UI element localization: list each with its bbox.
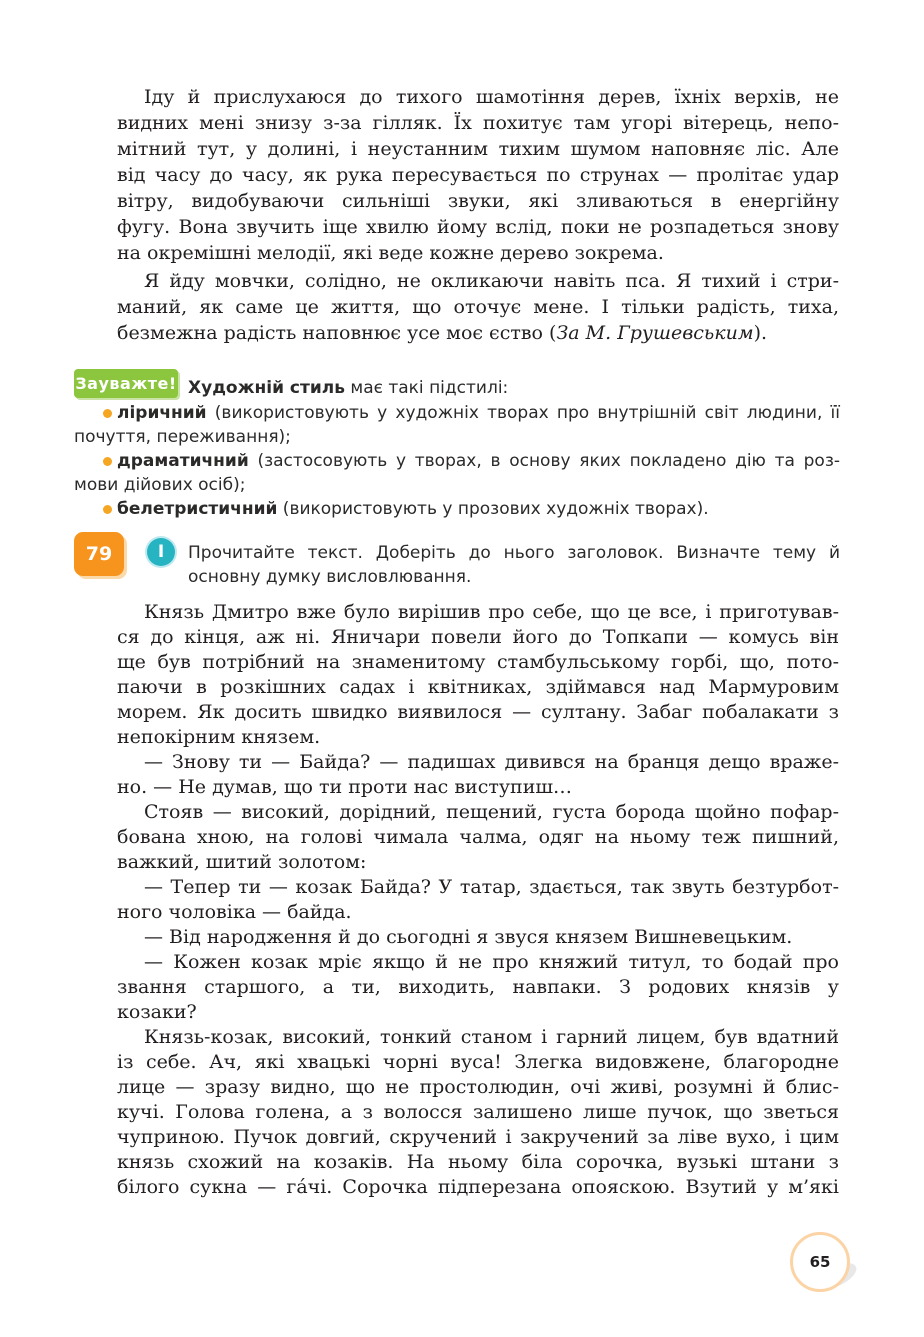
note-item-text: (використовують у художніх творах про внутрішній світ людини, її — [206, 403, 840, 423]
story-line: паючи в розкішних садах і квітниках, здіймався над Мармуровим — [117, 676, 839, 698]
story-line: звання старшого, а ти, виходить, навпаки. З родових князів у — [117, 976, 839, 998]
note-item-term: драматичний — [117, 451, 249, 471]
para1-line: вітру, видобуваючи сильніші звуки, які зливаються в енергійну — [117, 190, 839, 212]
story-line: із себе. Ач, які хвацькі чорні вуса! Злегка видовжене, благородне — [117, 1051, 839, 1073]
para1-line: мітний тут, у долині, і неустанним тихим шумом наповняє ліс. Але — [117, 138, 839, 160]
task-number: 79 — [74, 532, 124, 576]
note-item-text: (використовують у прозових художніх творах). — [277, 499, 709, 519]
para2-line: Я йду мовчки, солідно, не окликаючи навіть пса. Я тихий і стри- — [144, 270, 839, 292]
task-instruction-line: основну думку висловлювання. — [188, 567, 472, 587]
para2-end: ). — [753, 322, 768, 344]
note-item-1-cont: почуття, переживання); — [74, 427, 291, 447]
story-line: ного чоловіка — байда. — [117, 901, 352, 923]
para1-line: фугу. Вона звучить іще хвилю йому вслід, поки не розпадеться знову — [117, 216, 839, 238]
note-badge: Зауважте! — [74, 369, 178, 398]
para2-text: безмежна радість наповнює усе моє єство ( — [117, 322, 557, 344]
note-item-3 — [117, 497, 840, 521]
story-line: бована хною, на голові чимала чалма, одяг на ньому теж пишний, — [117, 826, 839, 848]
story-line: непокірним князем. — [117, 726, 321, 748]
bullet-icon — [103, 505, 112, 514]
note-item-1 — [117, 401, 840, 425]
story-line: но. — Не думав, що ти проти нас виступиш… — [117, 776, 573, 798]
story-line: козаки? — [117, 1001, 197, 1023]
page-number: 65 — [790, 1232, 850, 1292]
para1-line: видних мені знизу з-за гілляк. Їх похитує там угорі вітерець, непо- — [117, 112, 839, 134]
story-line: Князь Дмитро вже було вирішив про себе, що це все, і приготував- — [144, 601, 839, 623]
author-attribution: За М. Грушевським — [556, 322, 754, 344]
note-intro — [188, 376, 848, 400]
story-line: князь схожий на козаків. На ньому біла сорочка, вузькі штани з — [117, 1151, 839, 1173]
note-item-term: белетристичний — [117, 499, 278, 519]
para1-line: на окремішні мелодії, які веде кожне дерево зокрема. — [117, 242, 664, 264]
story-line: ся до кінця, аж ні. Яничари повели його до Топкапи — комусь він — [117, 626, 839, 648]
note-item-term: ліричний — [117, 403, 207, 423]
story-line: кучі. Голова голена, а з волосся залишено лише пучок, що зветься — [117, 1101, 839, 1123]
story-line: морем. Як досить швидко виявилося — султану. Забаг побалакати з — [117, 701, 839, 723]
story-line: — Тепер ти — козак Байда? У татар, здається, так звуть безтурбот- — [144, 876, 839, 898]
story-line: білого сукна — га́чі. Сорочка підперезана опояскою. Взутий у м’які — [117, 1176, 839, 1198]
story-line: лице — зразу видно, що не простолюдин, очі живі, розумні й блис- — [117, 1076, 839, 1098]
para2-line: маний, як саме це життя, що оточує мене. І тільки радість, тиха, — [117, 296, 839, 318]
note-intro-rest: має такі підстилі: — [344, 378, 509, 398]
info-icon: І — [147, 538, 175, 566]
story-line: — Знову ти — Байда? — падишах дивився на бранця дещо враже- — [144, 751, 839, 773]
story-line: ще був потрібний на знаменитому стамбульському горбі, що, пото- — [117, 651, 839, 673]
task-instruction-line: Прочитайте текст. Доберіть до нього заголовок. Визначте тему й — [188, 543, 840, 563]
story-line: чуприною. Пучок довгий, скручений і закручений за ліве вухо, і цим — [117, 1126, 839, 1148]
story-line: — Кожен козак мріє якщо й не про княжий титул, то бодай про — [144, 951, 839, 973]
bullet-icon — [103, 409, 112, 418]
para1-line: Іду й прислухаюся до тихого шамотіння дерев, їхніх верхів, не — [144, 86, 839, 108]
story-line: важкий, шитий золотом: — [117, 851, 367, 873]
para2-line-last — [117, 320, 839, 346]
para1-line: від часу до часу, як рука пересувається по струнах — пролітає удар — [117, 164, 839, 186]
bullet-icon — [103, 457, 112, 466]
note-term: Художній стиль — [188, 378, 345, 398]
story-line: — Від народження й до сьогодні я звуся князем Вишневецьким. — [144, 926, 793, 948]
story-line: Князь-козак, високий, тонкий станом і гарний лицем, був вдатний — [144, 1026, 839, 1048]
note-item-2-cont: мови дійових осіб); — [74, 475, 246, 495]
story-line: Стояв — високий, дорідний, пещений, густа борода щойно пофар- — [144, 801, 839, 823]
note-item-2 — [117, 449, 840, 473]
note-item-text: (застосовують у творах, в основу яких покладено дію та роз- — [248, 451, 840, 471]
